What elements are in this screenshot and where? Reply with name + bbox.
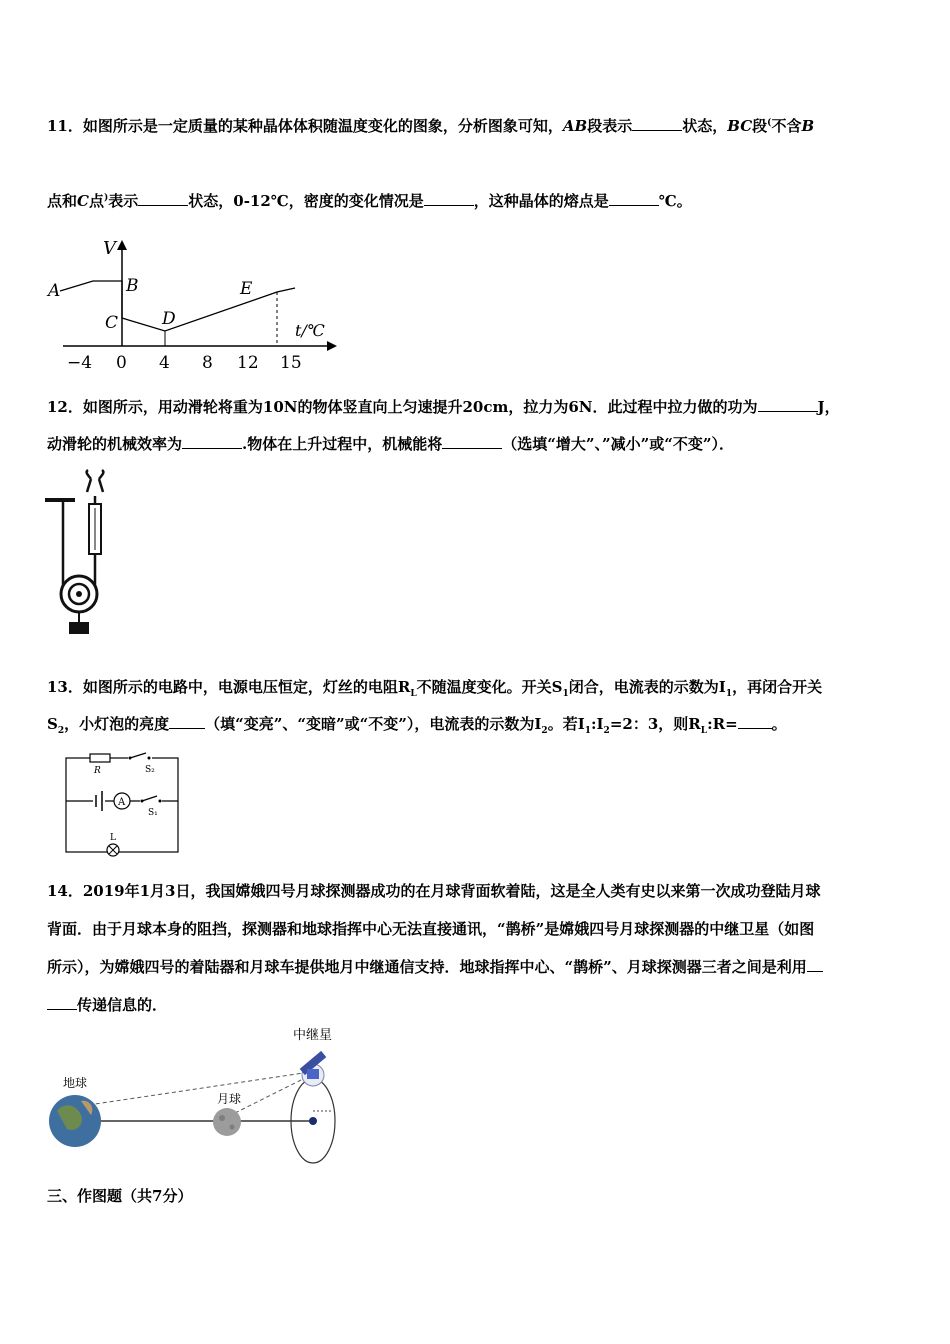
q14-number: 14． (47, 882, 83, 900)
q14-earth-moon-relay-figure (45, 1025, 355, 1175)
q14-line-1: 14．2019年1月3日，我国嫦娥四号月球探测器成功的在月球背面软着陆，这是全人类有史以来第一次成功登陆月球 (47, 882, 821, 900)
tick-label: 0 (116, 353, 127, 373)
q14-line-4: 传递信息的． (47, 994, 167, 1015)
q14-line-2: 背面．由于月球本身的阻挡，探测器和地球指挥中心无法直接通讯，“鹊桥”是嫦娥四号月球探测器的中继卫星（如图 (47, 920, 815, 938)
q11-line-2: 点和C点)表示 状态，0-12℃，密度的变化情况是 ，这种晶体的熔点是 ℃。 (47, 192, 692, 210)
q13-line-1: 13．如图所示的电路中，电源电压恒定，灯丝的电阻$R_L$不随温度变化。开关$S_1$闭合，电流表的示数为$I_1$，再闭合开关 (47, 678, 823, 699)
earth-label: 地球 (63, 1076, 88, 1090)
q14-line-3: 所示），为嫦娥四号的着陆器和月球车提供地月中继通信支持．地球指挥中心、“鹊桥”、月球探测器三者之间是利用 (47, 956, 823, 977)
ammeter-label: A (118, 797, 126, 808)
tick-label: 4 (159, 353, 170, 373)
q12-blank-2[interactable] (182, 434, 242, 449)
tick-label: 8 (202, 353, 213, 373)
q11-line-1: 11．如图所示是一定质量的某种晶体体积随温度变化的图象，分析图象可知，AB段表示 状态，BC段(不含B (47, 117, 815, 135)
q13-number: 13． (47, 678, 83, 696)
tick-label: 15 (280, 353, 302, 373)
point-d-label: D (162, 309, 176, 329)
q12-pulley-figure (45, 474, 115, 634)
point-c-label: C (105, 313, 119, 333)
q11-number: 11． (47, 117, 83, 135)
resistor-label: R (94, 766, 101, 776)
q14-blank-part-1[interactable] (807, 957, 823, 972)
q12-line-1: 12．如图所示，用动滑轮将重为10N的物体竖直向上匀速提升20cm，拉力为6N．此过程中拉力做的功为 J， (47, 398, 840, 416)
point-b-label: B (126, 276, 139, 296)
q14-blank-part-2[interactable] (47, 995, 77, 1010)
switch-s1-label: S₁ (148, 808, 158, 818)
q12-number: 12． (47, 398, 83, 416)
q13-circuit-diagram (60, 752, 190, 862)
tick-label: −4 (67, 353, 93, 373)
q13-line-2: $S_2$，小灯泡的亮度 （填“变亮”、“变暗”或“不变”），电流表的示数为$I_2$。若$I_1:I_2=2$：3，则$R_L:R=$ 。 (47, 715, 787, 736)
tick-label: 12 (237, 353, 259, 373)
section-heading: 三、作图题（共7分） (47, 1187, 193, 1205)
v-axis-label: V (103, 238, 116, 259)
point-a-label: A (48, 281, 61, 301)
moon-label: 月球 (217, 1092, 242, 1106)
q13-blank-1[interactable] (169, 714, 205, 729)
q12-line-2: 动滑轮的机械效率为 .物体在上升过程中，机械能将 （选填“增大”、”减小”或“不变”）． (47, 435, 735, 453)
q11-blank-1[interactable] (632, 116, 682, 131)
lamp-label: L (110, 833, 116, 843)
point-e-label: E (240, 279, 253, 299)
relay-satellite-label: 中继星 (293, 1028, 333, 1043)
q13-blank-2[interactable] (738, 714, 772, 729)
q11-volume-temperature-graph (45, 236, 345, 376)
t-axis-label: t/℃ (295, 321, 325, 340)
q11-blank-3[interactable] (424, 191, 474, 206)
q11-blank-2[interactable] (138, 191, 188, 206)
q12-blank-1[interactable] (758, 397, 818, 412)
switch-s2-label: S₂ (145, 765, 155, 775)
q12-blank-3[interactable] (442, 434, 502, 449)
q11-blank-4[interactable] (609, 191, 659, 206)
